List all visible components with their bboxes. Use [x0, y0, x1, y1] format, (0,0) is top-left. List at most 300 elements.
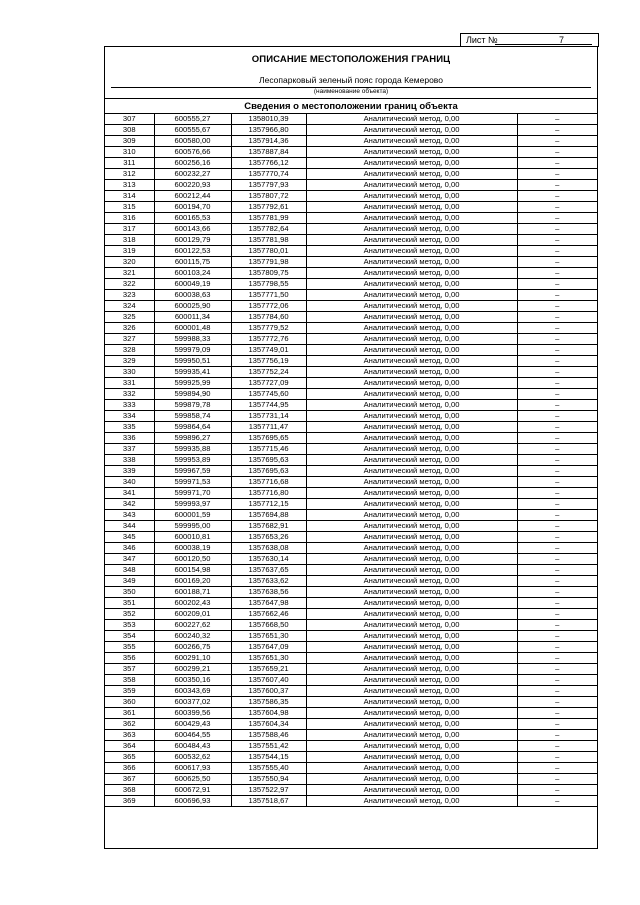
- y-coordinate-cell: 1357781,98: [231, 235, 306, 246]
- coordinates-table-body: [105, 114, 597, 807]
- method-cell: Аналитический метод, 0,00: [306, 587, 517, 598]
- table-row: [105, 125, 597, 136]
- method-cell: Аналитический метод, 0,00: [306, 444, 517, 455]
- method-cell: Аналитический метод, 0,00: [306, 180, 517, 191]
- description-cell: –: [517, 598, 597, 609]
- y-coordinate-cell: 1357772,06: [231, 301, 306, 312]
- y-coordinate-cell: 1357809,75: [231, 268, 306, 279]
- method-cell: Аналитический метод, 0,00: [306, 422, 517, 433]
- y-coordinate-cell: 1357797,93: [231, 180, 306, 191]
- point-number-cell: 307: [105, 114, 154, 125]
- y-coordinate-cell: 1357588,46: [231, 730, 306, 741]
- y-coordinate-cell: 1357766,12: [231, 158, 306, 169]
- x-coordinate-cell: 600165,53: [154, 213, 231, 224]
- description-cell: –: [517, 400, 597, 411]
- sheet-number-underline: [495, 44, 592, 45]
- method-cell: Аналитический метод, 0,00: [306, 488, 517, 499]
- y-coordinate-cell: 1357744,95: [231, 400, 306, 411]
- table-row: [105, 433, 597, 444]
- y-coordinate-cell: 1357798,55: [231, 279, 306, 290]
- x-coordinate-cell: 600011,34: [154, 312, 231, 323]
- description-cell: –: [517, 301, 597, 312]
- point-number-cell: 355: [105, 642, 154, 653]
- table-row: [105, 598, 597, 609]
- description-cell: –: [517, 499, 597, 510]
- point-number-cell: 362: [105, 719, 154, 730]
- x-coordinate-cell: 600240,32: [154, 631, 231, 642]
- point-number-cell: 318: [105, 235, 154, 246]
- method-cell: Аналитический метод, 0,00: [306, 741, 517, 752]
- y-coordinate-cell: 1357522,97: [231, 785, 306, 796]
- table-row: [105, 620, 597, 631]
- x-coordinate-cell: 600291,10: [154, 653, 231, 664]
- x-coordinate-cell: 600209,01: [154, 609, 231, 620]
- table-row: [105, 510, 597, 521]
- y-coordinate-cell: 1357638,56: [231, 587, 306, 598]
- y-coordinate-cell: 1357887,84: [231, 147, 306, 158]
- y-coordinate-cell: 1357604,34: [231, 719, 306, 730]
- x-coordinate-cell: 599988,33: [154, 334, 231, 345]
- description-cell: –: [517, 257, 597, 268]
- point-number-cell: 344: [105, 521, 154, 532]
- table-row: [105, 774, 597, 785]
- sheet-label: Лист №: [466, 35, 498, 45]
- point-number-cell: 331: [105, 378, 154, 389]
- y-coordinate-cell: 1358010,39: [231, 114, 306, 125]
- y-coordinate-cell: 1357647,98: [231, 598, 306, 609]
- x-coordinate-cell: 600169,20: [154, 576, 231, 587]
- table-row: [105, 796, 597, 807]
- method-cell: Аналитический метод, 0,00: [306, 730, 517, 741]
- point-number-cell: 346: [105, 543, 154, 554]
- table-row: [105, 675, 597, 686]
- x-coordinate-cell: 600120,50: [154, 554, 231, 565]
- table-row: [105, 763, 597, 774]
- y-coordinate-cell: 1357647,09: [231, 642, 306, 653]
- y-coordinate-cell: 1357966,80: [231, 125, 306, 136]
- description-cell: –: [517, 466, 597, 477]
- x-coordinate-cell: 600227,62: [154, 620, 231, 631]
- table-row: [105, 532, 597, 543]
- method-cell: Аналитический метод, 0,00: [306, 367, 517, 378]
- table-row: [105, 202, 597, 213]
- method-cell: Аналитический метод, 0,00: [306, 125, 517, 136]
- method-cell: Аналитический метод, 0,00: [306, 576, 517, 587]
- method-cell: Аналитический метод, 0,00: [306, 554, 517, 565]
- x-coordinate-cell: 600188,71: [154, 587, 231, 598]
- point-number-cell: 336: [105, 433, 154, 444]
- point-number-cell: 340: [105, 477, 154, 488]
- table-row: [105, 114, 597, 125]
- description-cell: –: [517, 334, 597, 345]
- table-row: [105, 169, 597, 180]
- y-coordinate-cell: 1357668,50: [231, 620, 306, 631]
- method-cell: Аналитический метод, 0,00: [306, 356, 517, 367]
- point-number-cell: 347: [105, 554, 154, 565]
- y-coordinate-cell: 1357745,60: [231, 389, 306, 400]
- x-coordinate-cell: 600625,50: [154, 774, 231, 785]
- point-number-cell: 310: [105, 147, 154, 158]
- point-number-cell: 368: [105, 785, 154, 796]
- table-row: [105, 257, 597, 268]
- x-coordinate-cell: 600377,02: [154, 697, 231, 708]
- y-coordinate-cell: 1357771,50: [231, 290, 306, 301]
- point-number-cell: 361: [105, 708, 154, 719]
- y-coordinate-cell: 1357695,65: [231, 433, 306, 444]
- description-cell: –: [517, 378, 597, 389]
- y-coordinate-cell: 1357715,46: [231, 444, 306, 455]
- description-cell: –: [517, 246, 597, 257]
- description-cell: –: [517, 576, 597, 587]
- point-number-cell: 345: [105, 532, 154, 543]
- method-cell: Аналитический метод, 0,00: [306, 400, 517, 411]
- x-coordinate-cell: 600212,44: [154, 191, 231, 202]
- description-cell: –: [517, 290, 597, 301]
- x-coordinate-cell: 600555,67: [154, 125, 231, 136]
- description-cell: –: [517, 268, 597, 279]
- description-cell: –: [517, 719, 597, 730]
- x-coordinate-cell: 600266,75: [154, 642, 231, 653]
- document-frame: [104, 46, 598, 849]
- sheet-number: 7: [558, 35, 564, 45]
- method-cell: Аналитический метод, 0,00: [306, 642, 517, 653]
- description-cell: –: [517, 158, 597, 169]
- x-coordinate-cell: 600010,81: [154, 532, 231, 543]
- point-number-cell: 308: [105, 125, 154, 136]
- description-cell: –: [517, 433, 597, 444]
- table-row: [105, 158, 597, 169]
- section-title: Сведения о местоположении границ объекта: [244, 101, 458, 112]
- x-coordinate-cell: 599864,64: [154, 422, 231, 433]
- y-coordinate-cell: 1357784,60: [231, 312, 306, 323]
- description-cell: –: [517, 488, 597, 499]
- description-cell: –: [517, 708, 597, 719]
- point-number-cell: 351: [105, 598, 154, 609]
- table-row: [105, 180, 597, 191]
- table-row: [105, 323, 597, 334]
- method-cell: Аналитический метод, 0,00: [306, 257, 517, 268]
- description-cell: –: [517, 345, 597, 356]
- description-cell: –: [517, 312, 597, 323]
- description-cell: –: [517, 752, 597, 763]
- y-coordinate-cell: 1357711,47: [231, 422, 306, 433]
- x-coordinate-cell: 600122,53: [154, 246, 231, 257]
- x-coordinate-cell: 600343,69: [154, 686, 231, 697]
- x-coordinate-cell: 600232,27: [154, 169, 231, 180]
- sheet-number-box: [460, 33, 599, 47]
- point-number-cell: 334: [105, 411, 154, 422]
- point-number-cell: 369: [105, 796, 154, 807]
- method-cell: Аналитический метод, 0,00: [306, 411, 517, 422]
- x-coordinate-cell: 599925,99: [154, 378, 231, 389]
- x-coordinate-cell: 599993,97: [154, 499, 231, 510]
- table-row: [105, 147, 597, 158]
- point-number-cell: 337: [105, 444, 154, 455]
- method-cell: Аналитический метод, 0,00: [306, 114, 517, 125]
- y-coordinate-cell: 1357551,42: [231, 741, 306, 752]
- point-number-cell: 322: [105, 279, 154, 290]
- point-number-cell: 312: [105, 169, 154, 180]
- x-coordinate-cell: 600025,90: [154, 301, 231, 312]
- x-coordinate-cell: 600350,16: [154, 675, 231, 686]
- point-number-cell: 316: [105, 213, 154, 224]
- description-cell: –: [517, 774, 597, 785]
- x-coordinate-cell: 600103,24: [154, 268, 231, 279]
- table-row: [105, 422, 597, 433]
- method-cell: Аналитический метод, 0,00: [306, 697, 517, 708]
- point-number-cell: 343: [105, 510, 154, 521]
- point-number-cell: 366: [105, 763, 154, 774]
- y-coordinate-cell: 1357770,74: [231, 169, 306, 180]
- method-cell: Аналитический метод, 0,00: [306, 609, 517, 620]
- description-cell: –: [517, 697, 597, 708]
- method-cell: Аналитический метод, 0,00: [306, 598, 517, 609]
- point-number-cell: 321: [105, 268, 154, 279]
- method-cell: Аналитический метод, 0,00: [306, 455, 517, 466]
- table-row: [105, 466, 597, 477]
- point-number-cell: 356: [105, 653, 154, 664]
- table-row: [105, 543, 597, 554]
- document-title: ОПИСАНИЕ МЕСТОПОЛОЖЕНИЯ ГРАНИЦ: [251, 54, 451, 65]
- table-row: [105, 444, 597, 455]
- method-cell: Аналитический метод, 0,00: [306, 543, 517, 554]
- description-cell: –: [517, 631, 597, 642]
- description-cell: –: [517, 554, 597, 565]
- table-row: [105, 378, 597, 389]
- table-row: [105, 455, 597, 466]
- table-row: [105, 312, 597, 323]
- y-coordinate-cell: 1357651,30: [231, 631, 306, 642]
- description-cell: –: [517, 279, 597, 290]
- point-number-cell: 350: [105, 587, 154, 598]
- description-cell: –: [517, 620, 597, 631]
- point-number-cell: 332: [105, 389, 154, 400]
- point-number-cell: 335: [105, 422, 154, 433]
- y-coordinate-cell: 1357712,15: [231, 499, 306, 510]
- method-cell: Аналитический метод, 0,00: [306, 235, 517, 246]
- description-cell: –: [517, 323, 597, 334]
- description-cell: –: [517, 169, 597, 180]
- y-coordinate-cell: 1357781,99: [231, 213, 306, 224]
- method-cell: Аналитический метод, 0,00: [306, 532, 517, 543]
- table-row: [105, 653, 597, 664]
- y-coordinate-cell: 1357772,76: [231, 334, 306, 345]
- x-coordinate-cell: 599935,41: [154, 367, 231, 378]
- y-coordinate-cell: 1357791,98: [231, 257, 306, 268]
- point-number-cell: 358: [105, 675, 154, 686]
- table-row: [105, 301, 597, 312]
- point-number-cell: 323: [105, 290, 154, 301]
- table-row: [105, 752, 597, 763]
- method-cell: Аналитический метод, 0,00: [306, 631, 517, 642]
- y-coordinate-cell: 1357630,14: [231, 554, 306, 565]
- method-cell: Аналитический метод, 0,00: [306, 246, 517, 257]
- y-coordinate-cell: 1357518,67: [231, 796, 306, 807]
- method-cell: Аналитический метод, 0,00: [306, 345, 517, 356]
- table-row: [105, 136, 597, 147]
- method-cell: Аналитический метод, 0,00: [306, 268, 517, 279]
- table-row: [105, 730, 597, 741]
- point-number-cell: 314: [105, 191, 154, 202]
- description-cell: –: [517, 587, 597, 598]
- x-coordinate-cell: 600115,75: [154, 257, 231, 268]
- x-coordinate-cell: 600001,48: [154, 323, 231, 334]
- method-cell: Аналитический метод, 0,00: [306, 785, 517, 796]
- point-number-cell: 324: [105, 301, 154, 312]
- table-row: [105, 708, 597, 719]
- method-cell: Аналитический метод, 0,00: [306, 675, 517, 686]
- description-cell: –: [517, 356, 597, 367]
- description-cell: –: [517, 191, 597, 202]
- y-coordinate-cell: 1357914,36: [231, 136, 306, 147]
- method-cell: Аналитический метод, 0,00: [306, 510, 517, 521]
- method-cell: Аналитический метод, 0,00: [306, 466, 517, 477]
- description-cell: –: [517, 686, 597, 697]
- description-cell: –: [517, 147, 597, 158]
- point-number-cell: 349: [105, 576, 154, 587]
- table-row: [105, 785, 597, 796]
- description-cell: –: [517, 389, 597, 400]
- point-number-cell: 338: [105, 455, 154, 466]
- x-coordinate-cell: 600429,43: [154, 719, 231, 730]
- y-coordinate-cell: 1357600,37: [231, 686, 306, 697]
- method-cell: Аналитический метод, 0,00: [306, 477, 517, 488]
- description-cell: –: [517, 675, 597, 686]
- x-coordinate-cell: 600038,63: [154, 290, 231, 301]
- point-number-cell: 319: [105, 246, 154, 257]
- method-cell: Аналитический метод, 0,00: [306, 796, 517, 807]
- table-row: [105, 290, 597, 301]
- description-cell: –: [517, 411, 597, 422]
- method-cell: Аналитический метод, 0,00: [306, 213, 517, 224]
- point-number-cell: 327: [105, 334, 154, 345]
- y-coordinate-cell: 1357756,19: [231, 356, 306, 367]
- description-cell: –: [517, 609, 597, 620]
- method-cell: Аналитический метод, 0,00: [306, 323, 517, 334]
- y-coordinate-cell: 1357779,52: [231, 323, 306, 334]
- method-cell: Аналитический метод, 0,00: [306, 158, 517, 169]
- y-coordinate-cell: 1357807,72: [231, 191, 306, 202]
- table-row: [105, 642, 597, 653]
- x-coordinate-cell: 599971,53: [154, 477, 231, 488]
- table-row: [105, 268, 597, 279]
- table-row: [105, 664, 597, 675]
- method-cell: Аналитический метод, 0,00: [306, 191, 517, 202]
- description-cell: –: [517, 114, 597, 125]
- method-cell: Аналитический метод, 0,00: [306, 147, 517, 158]
- table-row: [105, 554, 597, 565]
- y-coordinate-cell: 1357752,24: [231, 367, 306, 378]
- method-cell: Аналитический метод, 0,00: [306, 708, 517, 719]
- description-cell: –: [517, 532, 597, 543]
- method-cell: Аналитический метод, 0,00: [306, 653, 517, 664]
- x-coordinate-cell: 600399,56: [154, 708, 231, 719]
- point-number-cell: 352: [105, 609, 154, 620]
- x-coordinate-cell: 599971,70: [154, 488, 231, 499]
- method-cell: Аналитический метод, 0,00: [306, 224, 517, 235]
- method-cell: Аналитический метод, 0,00: [306, 378, 517, 389]
- y-coordinate-cell: 1357662,46: [231, 609, 306, 620]
- description-cell: –: [517, 477, 597, 488]
- point-number-cell: 363: [105, 730, 154, 741]
- description-cell: –: [517, 796, 597, 807]
- method-cell: Аналитический метод, 0,00: [306, 169, 517, 180]
- description-cell: –: [517, 653, 597, 664]
- y-coordinate-cell: 1357651,30: [231, 653, 306, 664]
- description-cell: –: [517, 785, 597, 796]
- table-row: [105, 686, 597, 697]
- table-row: [105, 697, 597, 708]
- y-coordinate-cell: 1357716,80: [231, 488, 306, 499]
- method-cell: Аналитический метод, 0,00: [306, 301, 517, 312]
- x-coordinate-cell: 599896,27: [154, 433, 231, 444]
- x-coordinate-cell: 600299,21: [154, 664, 231, 675]
- table-row: [105, 741, 597, 752]
- x-coordinate-cell: 600484,43: [154, 741, 231, 752]
- x-coordinate-cell: 600696,93: [154, 796, 231, 807]
- description-cell: –: [517, 235, 597, 246]
- x-coordinate-cell: 600532,62: [154, 752, 231, 763]
- object-name: Лесопарковый зеленый пояс города Кемерово: [259, 75, 443, 85]
- table-row: [105, 488, 597, 499]
- description-cell: –: [517, 543, 597, 554]
- description-cell: –: [517, 136, 597, 147]
- x-coordinate-cell: 599950,51: [154, 356, 231, 367]
- y-coordinate-cell: 1357782,64: [231, 224, 306, 235]
- point-number-cell: 341: [105, 488, 154, 499]
- x-coordinate-cell: 599894,90: [154, 389, 231, 400]
- point-number-cell: 333: [105, 400, 154, 411]
- y-coordinate-cell: 1357780,01: [231, 246, 306, 257]
- y-coordinate-cell: 1357604,98: [231, 708, 306, 719]
- table-row: [105, 411, 597, 422]
- x-coordinate-cell: 600576,66: [154, 147, 231, 158]
- x-coordinate-cell: 600256,16: [154, 158, 231, 169]
- point-number-cell: 339: [105, 466, 154, 477]
- x-coordinate-cell: 600617,93: [154, 763, 231, 774]
- y-coordinate-cell: 1357550,94: [231, 774, 306, 785]
- x-coordinate-cell: 599979,09: [154, 345, 231, 356]
- description-cell: –: [517, 180, 597, 191]
- caption-divider: [105, 98, 597, 99]
- point-number-cell: 367: [105, 774, 154, 785]
- description-cell: –: [517, 763, 597, 774]
- method-cell: Аналитический метод, 0,00: [306, 664, 517, 675]
- y-coordinate-cell: 1357731,14: [231, 411, 306, 422]
- description-cell: –: [517, 202, 597, 213]
- description-cell: –: [517, 125, 597, 136]
- x-coordinate-cell: 600555,27: [154, 114, 231, 125]
- y-coordinate-cell: 1357555,40: [231, 763, 306, 774]
- description-cell: –: [517, 510, 597, 521]
- description-cell: –: [517, 642, 597, 653]
- table-row: [105, 565, 597, 576]
- method-cell: Аналитический метод, 0,00: [306, 565, 517, 576]
- y-coordinate-cell: 1357792,61: [231, 202, 306, 213]
- description-cell: –: [517, 444, 597, 455]
- point-number-cell: 353: [105, 620, 154, 631]
- table-row: [105, 587, 597, 598]
- y-coordinate-cell: 1357695,63: [231, 455, 306, 466]
- table-row: [105, 499, 597, 510]
- method-cell: Аналитический метод, 0,00: [306, 202, 517, 213]
- y-coordinate-cell: 1357749,01: [231, 345, 306, 356]
- point-number-cell: 348: [105, 565, 154, 576]
- table-row: [105, 334, 597, 345]
- point-number-cell: 357: [105, 664, 154, 675]
- y-coordinate-cell: 1357633,62: [231, 576, 306, 587]
- coordinates-table-wrap: [105, 114, 597, 807]
